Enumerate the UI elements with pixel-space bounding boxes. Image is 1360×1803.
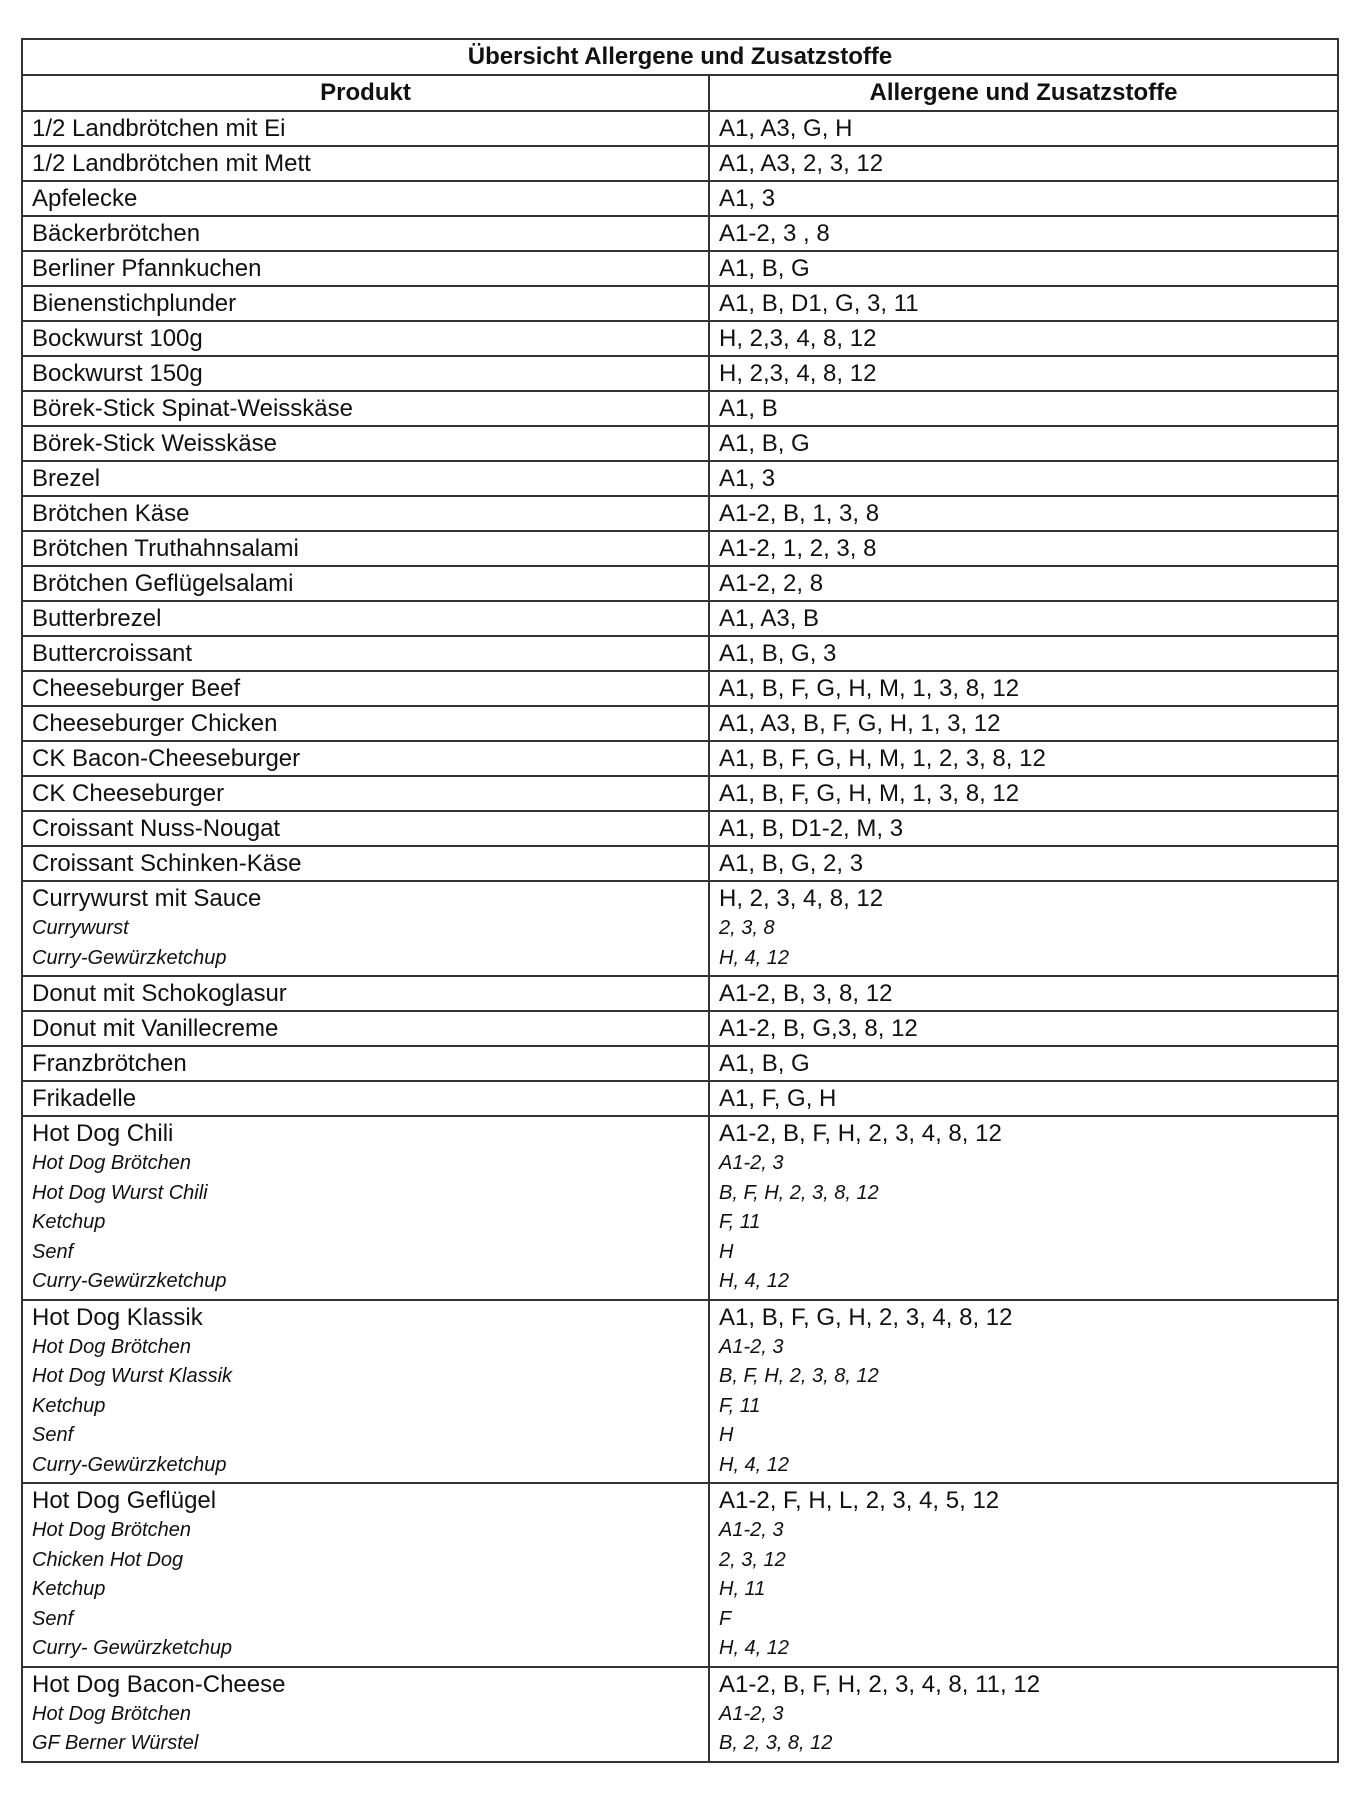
allergen-codes: H, 2, 3, 4, 8, 12: [719, 885, 884, 912]
product-cell: CK Bacon-Cheeseburger: [22, 741, 709, 776]
product-cell: Bockwurst 150g: [22, 356, 709, 391]
component-codes: H: [719, 1424, 734, 1446]
component-codes: H, 4, 12: [719, 1637, 790, 1659]
product-cell: Bienenstichplunder: [22, 286, 709, 321]
allergens-cell: A1, B, G: [709, 251, 1338, 286]
component-codes: 2, 3, 12: [719, 1548, 786, 1571]
product-cell: Brötchen Käse: [22, 496, 709, 531]
table-title: Übersicht Allergene und Zusatzstoffe: [22, 39, 1338, 75]
product-cell: 1/2 Landbrötchen mit Mett: [22, 146, 709, 181]
table-row: [22, 426, 1338, 461]
component-name: Senf: [32, 1607, 74, 1630]
table-row: [22, 671, 1338, 706]
component-name: GF Berner Würstel: [32, 1732, 199, 1754]
allergens-cell: [709, 881, 1338, 976]
component-name: Ketchup: [32, 1211, 106, 1233]
component-name: Curry-Gewürzketchup: [32, 1270, 227, 1292]
product-cell: Donut mit Schokoglasur: [22, 976, 709, 1011]
table-row-group: [22, 1116, 1338, 1300]
table-row: [22, 1081, 1338, 1116]
component-codes: A1-2, 3: [719, 1152, 784, 1174]
component-codes: F: [719, 1607, 732, 1630]
product-cell: Croissant Schinken-Käse: [22, 846, 709, 881]
allergens-cell: A1-2, B, 3, 8, 12: [709, 976, 1338, 1011]
header-allergens: Allergene und Zusatzstoffe: [709, 75, 1338, 111]
table-row: [22, 496, 1338, 531]
component-codes: H, 4, 12: [719, 946, 790, 969]
allergens-cell: A1, A3, B, F, G, H, 1, 3, 12: [709, 706, 1338, 741]
allergens-cell: A1-2, B, 1, 3, 8: [709, 496, 1338, 531]
product-name: Hot Dog Klassik: [32, 1303, 203, 1331]
product-cell: Börek-Stick Spinat-Weisskäse: [22, 391, 709, 426]
component-name: Senf: [32, 1240, 74, 1263]
product-name: Hot Dog Bacon-Cheese: [32, 1670, 286, 1698]
product-cell: Butterbrezel: [22, 601, 709, 636]
allergens-cell: A1-2, B, G,3, 8, 12: [709, 1011, 1338, 1046]
table-row: [22, 776, 1338, 811]
allergen-codes: A1-2, B, F, H, 2, 3, 4, 8, 12: [719, 1120, 1002, 1147]
table-row: [22, 566, 1338, 601]
component-name: Curry-Gewürzketchup: [32, 946, 227, 969]
component-name: Ketchup: [32, 1578, 106, 1600]
product-cell: Cheeseburger Chicken: [22, 706, 709, 741]
product-cell: Croissant Nuss-Nougat: [22, 811, 709, 846]
product-name: Hot Dog Chili: [32, 1120, 174, 1147]
table-row-group: [22, 1300, 1338, 1484]
component-name: Hot Dog Brötchen: [32, 1335, 191, 1358]
table-row: [22, 1046, 1338, 1081]
component-codes: A1-2, 3: [719, 1702, 784, 1725]
allergens-cell: A1, B, G: [709, 1046, 1338, 1081]
table-row: [22, 356, 1338, 391]
product-cell: Brezel: [22, 461, 709, 496]
allergens-cell: A1, B: [709, 391, 1338, 426]
component-name: Chicken Hot Dog: [32, 1548, 184, 1571]
table-row: [22, 976, 1338, 1011]
component-name: Hot Dog Brötchen: [32, 1152, 191, 1174]
component-codes: F, 11: [719, 1394, 761, 1417]
product-cell: Donut mit Vanillecreme: [22, 1011, 709, 1046]
component-codes: B, 2, 3, 8, 12: [719, 1732, 833, 1754]
product-cell: Börek-Stick Weisskäse: [22, 426, 709, 461]
allergens-cell: A1, B, G, 3: [709, 636, 1338, 671]
allergens-cell: A1, B, D1, G, 3, 11: [709, 286, 1338, 321]
table-row: [22, 636, 1338, 671]
product-cell: [22, 1116, 709, 1300]
component-name: Senf: [32, 1424, 74, 1446]
allergens-cell: A1, B, G: [709, 426, 1338, 461]
table-row: [22, 181, 1338, 216]
table-row-group: [22, 1483, 1338, 1667]
table-row: [22, 531, 1338, 566]
product-cell: Brötchen Geflügelsalami: [22, 566, 709, 601]
allergens-cell: A1, 3: [709, 181, 1338, 216]
allergens-cell: [709, 1300, 1338, 1484]
table-row: [22, 321, 1338, 356]
component-codes: B, F, H, 2, 3, 8, 12: [719, 1365, 879, 1387]
component-name: Curry-Gewürzketchup: [32, 1453, 227, 1476]
allergen-sheet: [21, 38, 1337, 1763]
table-row: [22, 1011, 1338, 1046]
allergens-cell: A1-2, 1, 2, 3, 8: [709, 531, 1338, 566]
component-codes: H, 4, 12: [719, 1453, 790, 1476]
header-product: Produkt: [22, 75, 709, 111]
component-codes: A1-2, 3: [719, 1519, 784, 1541]
allergen-codes: A1, B, F, G, H, 2, 3, 4, 8, 12: [719, 1303, 1013, 1331]
allergens-cell: A1, B, F, G, H, M, 1, 3, 8, 12: [709, 776, 1338, 811]
component-name: Hot Dog Brötchen: [32, 1702, 191, 1725]
table-row: [22, 391, 1338, 426]
product-cell: [22, 1300, 709, 1484]
product-cell: Franzbrötchen: [22, 1046, 709, 1081]
table-row: [22, 741, 1338, 776]
table-row: [22, 286, 1338, 321]
allergens-cell: A1, B, F, G, H, M, 1, 2, 3, 8, 12: [709, 741, 1338, 776]
component-codes: B, F, H, 2, 3, 8, 12: [719, 1181, 879, 1204]
table-row: [22, 111, 1338, 146]
component-codes: F, 11: [719, 1211, 761, 1233]
product-cell: Apfelecke: [22, 181, 709, 216]
product-cell: Brötchen Truthahnsalami: [22, 531, 709, 566]
table-row: [22, 811, 1338, 846]
allergens-cell: A1-2, 2, 8: [709, 566, 1338, 601]
component-name: Currywurst: [32, 917, 129, 939]
allergens-cell: A1, A3, B: [709, 601, 1338, 636]
allergens-cell: [709, 1483, 1338, 1667]
product-name: Hot Dog Geflügel: [32, 1487, 217, 1514]
product-cell: [22, 881, 709, 976]
allergens-cell: [709, 1667, 1338, 1762]
product-cell: [22, 1483, 709, 1667]
component-name: Ketchup: [32, 1394, 106, 1417]
product-cell: [22, 1667, 709, 1762]
component-name: Hot Dog Wurst Klassik: [32, 1365, 233, 1387]
product-name: Currywurst mit Sauce: [32, 885, 262, 912]
product-cell: Bockwurst 100g: [22, 321, 709, 356]
component-codes: 2, 3, 8: [719, 917, 775, 939]
allergens-cell: A1, A3, 2, 3, 12: [709, 146, 1338, 181]
allergen-codes: A1-2, B, F, H, 2, 3, 4, 8, 11, 12: [719, 1670, 1041, 1698]
table-row: [22, 461, 1338, 496]
allergens-cell: A1, F, G, H: [709, 1081, 1338, 1116]
allergens-cell: [709, 1116, 1338, 1300]
product-cell: Frikadelle: [22, 1081, 709, 1116]
table-row: [22, 251, 1338, 286]
table-row-group: [22, 881, 1338, 976]
component-name: Hot Dog Wurst Chili: [32, 1181, 208, 1204]
component-codes: H: [719, 1240, 734, 1263]
allergens-cell: H, 2,3, 4, 8, 12: [709, 321, 1338, 356]
allergens-cell: A1-2, 3 , 8: [709, 216, 1338, 251]
component-name: Hot Dog Brötchen: [32, 1519, 191, 1541]
product-cell: 1/2 Landbrötchen mit Ei: [22, 111, 709, 146]
allergens-cell: A1, B, F, G, H, M, 1, 3, 8, 12: [709, 671, 1338, 706]
product-cell: Berliner Pfannkuchen: [22, 251, 709, 286]
product-cell: Buttercroissant: [22, 636, 709, 671]
allergens-cell: H, 2,3, 4, 8, 12: [709, 356, 1338, 391]
table-row: [22, 146, 1338, 181]
component-codes: H, 4, 12: [719, 1270, 790, 1292]
product-cell: CK Cheeseburger: [22, 776, 709, 811]
allergen-codes: A1-2, F, H, L, 2, 3, 4, 5, 12: [719, 1487, 1000, 1514]
allergens-cell: A1, A3, G, H: [709, 111, 1338, 146]
allergens-cell: A1, 3: [709, 461, 1338, 496]
table-row: [22, 216, 1338, 251]
table-body: [22, 111, 1338, 1762]
table-row-group: [22, 1667, 1338, 1762]
allergens-cell: A1, B, D1-2, M, 3: [709, 811, 1338, 846]
allergens-cell: A1, B, G, 2, 3: [709, 846, 1338, 881]
table-row: [22, 601, 1338, 636]
header-row: [22, 75, 1338, 111]
component-codes: A1-2, 3: [719, 1335, 784, 1358]
component-name: Curry- Gewürzketchup: [32, 1637, 233, 1659]
table-row: [22, 846, 1338, 881]
component-codes: H, 11: [719, 1578, 766, 1600]
table-row: [22, 706, 1338, 741]
product-cell: Cheeseburger Beef: [22, 671, 709, 706]
allergen-table: [21, 38, 1339, 1763]
title-row: [22, 39, 1338, 75]
product-cell: Bäckerbrötchen: [22, 216, 709, 251]
